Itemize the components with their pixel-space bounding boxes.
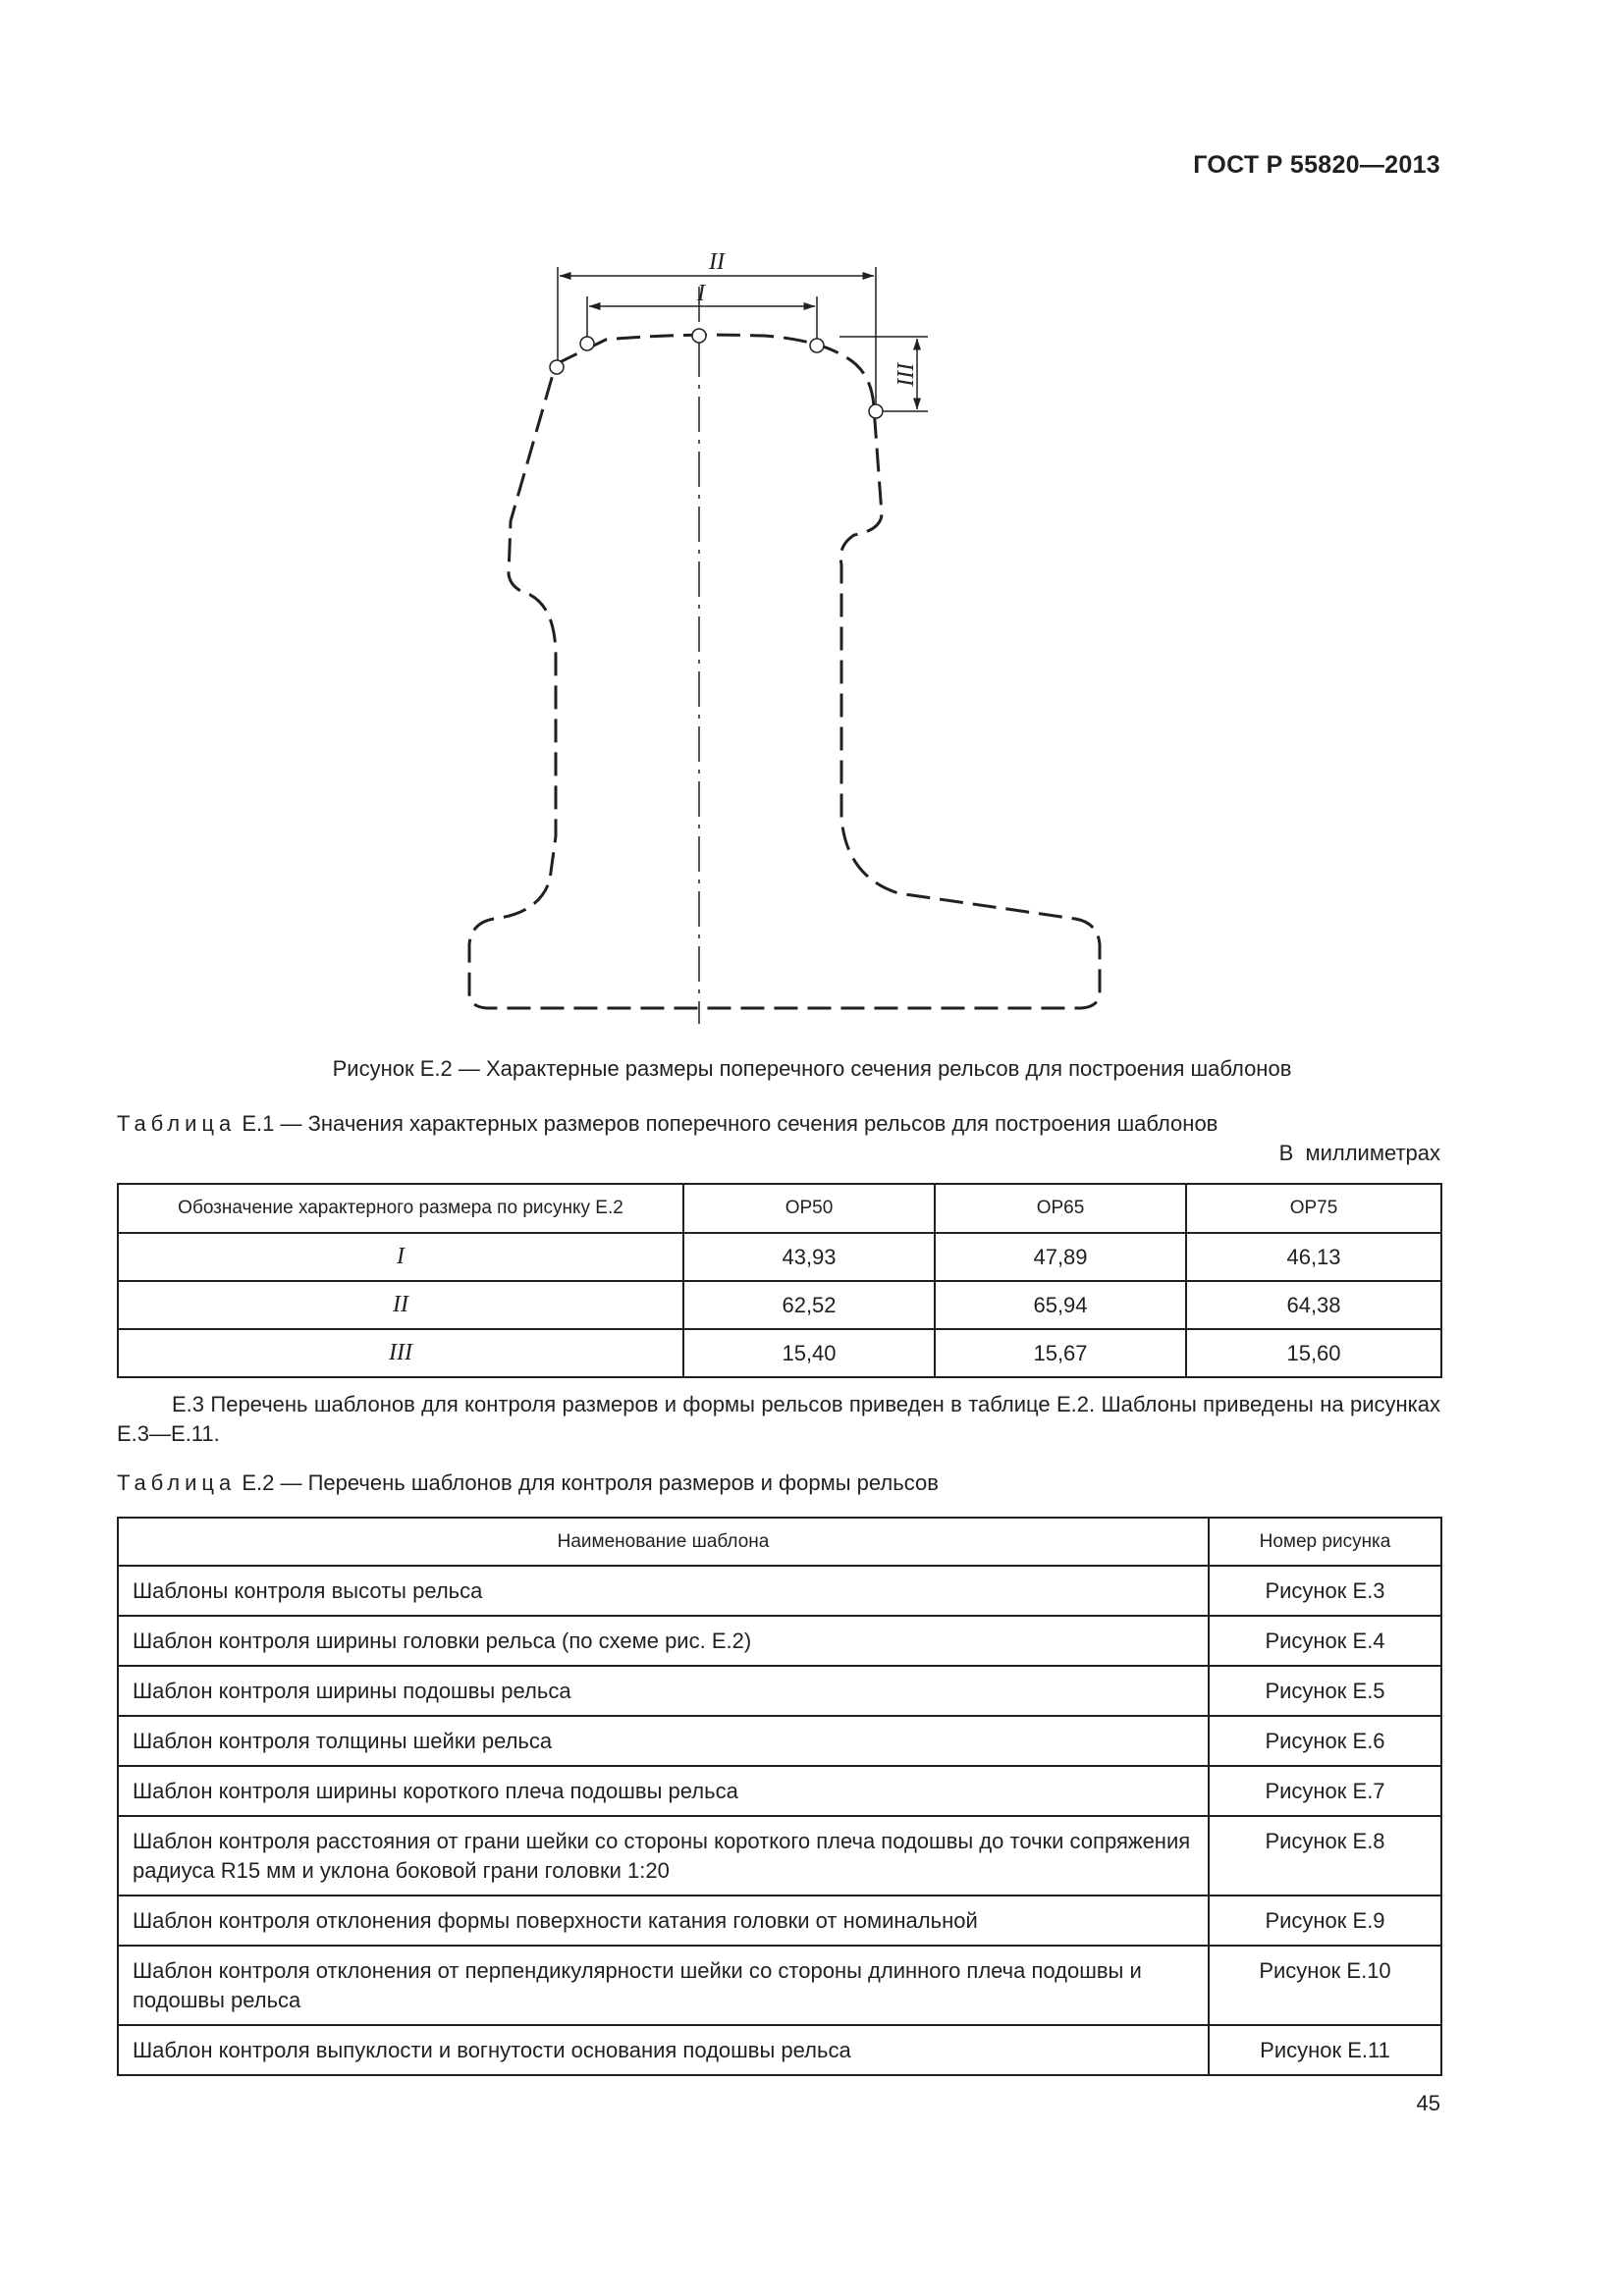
table1-header-cell: ОР65 bbox=[935, 1184, 1186, 1233]
measure-point-right-III bbox=[869, 404, 883, 418]
table2-row bbox=[118, 1716, 1441, 1766]
figure-caption: Рисунок Е.2 — Характерные размеры поперечного сечения рельсов для построения шаблонов bbox=[332, 1056, 1292, 1081]
table1-title-text: Е.1 — Значения характерных размеров поперечного сечения рельсов для построения шаблонов bbox=[236, 1111, 1218, 1136]
table2-header-cell: Наименование шаблона bbox=[118, 1518, 1209, 1566]
table2-cell-template-name: Шаблон контроля выпуклости и вогнутости основания подошвы рельса bbox=[118, 2025, 1209, 2075]
table2-header-row bbox=[118, 1518, 1441, 1566]
dimension-label-III: III bbox=[892, 362, 917, 386]
table1-cell-value: 65,94 bbox=[935, 1281, 1186, 1329]
table2-row bbox=[118, 1616, 1441, 1666]
table2-row bbox=[118, 1896, 1441, 1946]
table1-cell-value: 43,93 bbox=[683, 1233, 935, 1281]
page-number: 45 bbox=[1416, 2091, 1440, 2115]
measure-point-left-II bbox=[550, 360, 564, 374]
table2-row bbox=[118, 1946, 1441, 2025]
table1-cell-value: 46,13 bbox=[1186, 1233, 1441, 1281]
table2-row bbox=[118, 2025, 1441, 2075]
rail-profile-outline bbox=[469, 335, 1100, 1008]
dimension-label-I: I bbox=[697, 281, 705, 306]
table1-cell-value: 62,52 bbox=[683, 1281, 935, 1329]
table1-title bbox=[117, 1111, 1218, 1137]
table1-title-prefix: Таблица bbox=[117, 1111, 237, 1136]
paragraph-e3: Е.3 Перечень шаблонов для контроля размеров и формы рельсов приведен в таблице Е.2. Шаблоны приведены на рисунках Е.3—Е.11. bbox=[117, 1392, 1440, 1446]
table1-row bbox=[118, 1329, 1441, 1377]
table1-cell-value: 15,67 bbox=[935, 1329, 1186, 1377]
table2-title-prefix: Таблица bbox=[117, 1470, 237, 1495]
table2-cell-figure-number: Рисунок Е.5 bbox=[1209, 1666, 1441, 1716]
table2-cell-figure-number: Рисунок Е.8 bbox=[1209, 1816, 1441, 1896]
table2-cell-figure-number: Рисунок Е.4 bbox=[1209, 1616, 1441, 1666]
table1-cell-value: 47,89 bbox=[935, 1233, 1186, 1281]
measure-point-right-I bbox=[810, 339, 824, 352]
table2-header-cell: Номер рисунка bbox=[1209, 1518, 1441, 1566]
table2-cell-figure-number: Рисунок Е.9 bbox=[1209, 1896, 1441, 1946]
rail-cross-section-figure bbox=[0, 0, 1624, 1041]
document-standard-number: ГОСТ Р 55820—2013 bbox=[1193, 151, 1440, 179]
table2-title-text: Е.2 — Перечень шаблонов для контроля размеров и формы рельсов bbox=[236, 1470, 939, 1495]
table1-header-cell: ОР50 bbox=[683, 1184, 935, 1233]
table2-cell-figure-number: Рисунок Е.3 bbox=[1209, 1566, 1441, 1616]
table2-title bbox=[117, 1470, 939, 1496]
table2-row bbox=[118, 1766, 1441, 1816]
table1-cell-value: 15,60 bbox=[1186, 1329, 1441, 1377]
measure-point-left-I bbox=[580, 337, 594, 350]
table2-row bbox=[118, 1816, 1441, 1896]
table2 bbox=[117, 1517, 1442, 2076]
table2-cell-figure-number: Рисунок Е.10 bbox=[1209, 1946, 1441, 2025]
table2-cell-template-name: Шаблон контроля толщины шейки рельса bbox=[118, 1716, 1209, 1766]
table1-cell-dimension: I bbox=[118, 1233, 683, 1281]
table2-cell-template-name: Шаблоны контроля высоты рельса bbox=[118, 1566, 1209, 1616]
measure-point-center bbox=[692, 329, 706, 343]
dimension-label-II: II bbox=[709, 249, 725, 275]
table1-header-cell: Обозначение характерного размера по рисунку Е.2 bbox=[118, 1184, 683, 1233]
table2-cell-template-name: Шаблон контроля ширины головки рельса (по схеме рис. Е.2) bbox=[118, 1616, 1209, 1666]
table2-row bbox=[118, 1566, 1441, 1616]
table1-row bbox=[118, 1281, 1441, 1329]
table1 bbox=[117, 1183, 1442, 1378]
table1-header-row bbox=[118, 1184, 1441, 1233]
table2-cell-template-name: Шаблон контроля отклонения от перпендикулярности шейки со стороны длинного плеча подошвы и подошвы рельса bbox=[118, 1946, 1209, 2025]
table1-units: В миллиметрах bbox=[1278, 1141, 1440, 1165]
table1-cell-value: 64,38 bbox=[1186, 1281, 1441, 1329]
table2-cell-figure-number: Рисунок Е.11 bbox=[1209, 2025, 1441, 2075]
table1-header-cell: ОР75 bbox=[1186, 1184, 1441, 1233]
table2-cell-figure-number: Рисунок Е.6 bbox=[1209, 1716, 1441, 1766]
table1-row bbox=[118, 1233, 1441, 1281]
table1-cell-dimension: II bbox=[118, 1281, 683, 1329]
table2-cell-template-name: Шаблон контроля отклонения формы поверхности катания головки от номинальной bbox=[118, 1896, 1209, 1946]
table2-cell-template-name: Шаблон контроля ширины подошвы рельса bbox=[118, 1666, 1209, 1716]
table2-row bbox=[118, 1666, 1441, 1716]
table2-cell-template-name: Шаблон контроля ширины короткого плеча подошвы рельса bbox=[118, 1766, 1209, 1816]
table2-cell-template-name: Шаблон контроля расстояния от грани шейки со стороны короткого плеча подошвы до точки сопряжения радиуса R15 мм и уклона боковой грани головки 1:20 bbox=[118, 1816, 1209, 1896]
table1-cell-dimension: III bbox=[118, 1329, 683, 1377]
table1-cell-value: 15,40 bbox=[683, 1329, 935, 1377]
table2-cell-figure-number: Рисунок Е.7 bbox=[1209, 1766, 1441, 1816]
